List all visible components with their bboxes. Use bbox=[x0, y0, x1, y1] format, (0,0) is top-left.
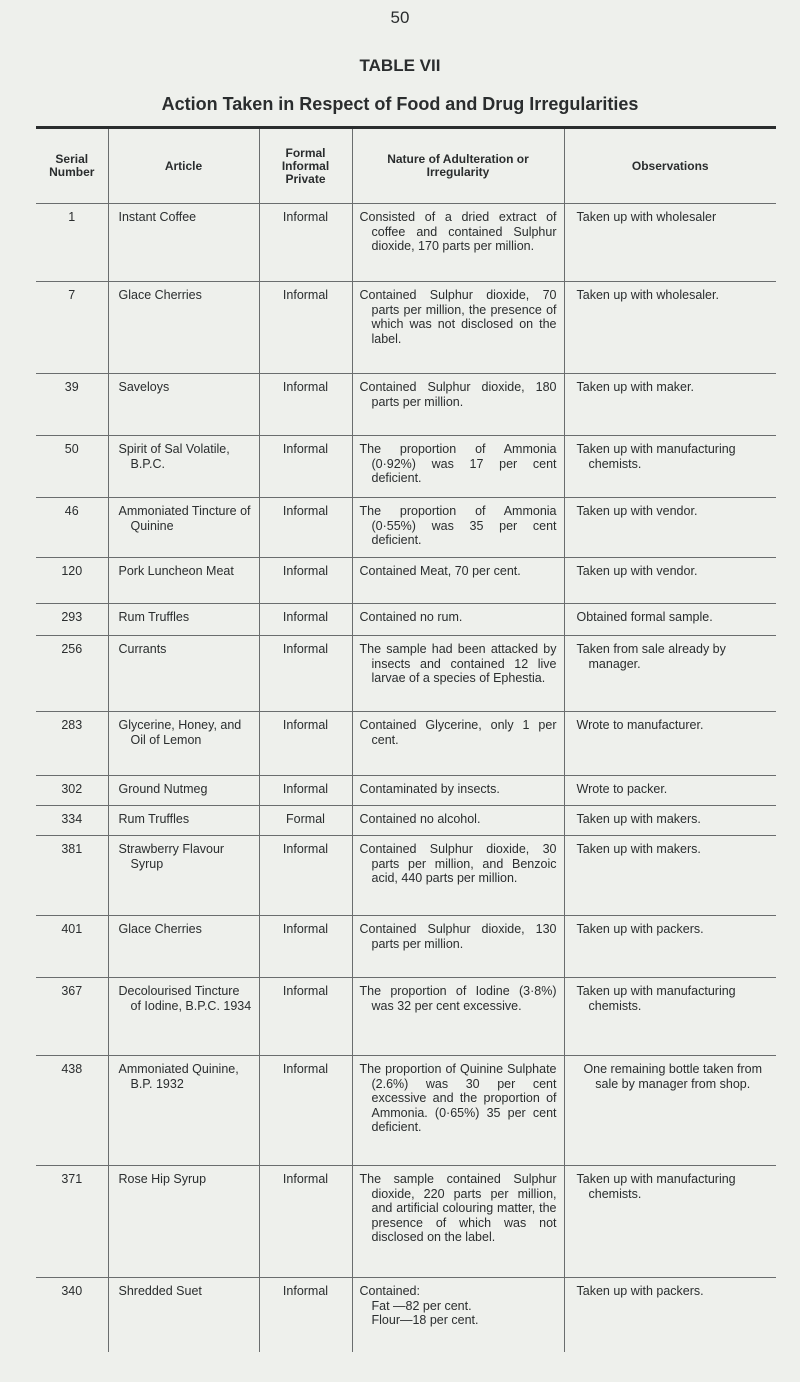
header-nature: Nature of Adulteration or Irregularity bbox=[352, 128, 564, 204]
serial-cell: 46 bbox=[36, 498, 108, 558]
table-subtitle: Action Taken in Respect of Food and Drug Irregularities bbox=[161, 94, 639, 114]
article-cell: Glycerine, Honey, and Oil of Lemon bbox=[118, 718, 242, 747]
type-cell: Informal bbox=[259, 712, 352, 776]
observations-cell: Taken up with manufacturing chemists. bbox=[576, 984, 736, 1013]
type-cell: Informal bbox=[259, 558, 352, 604]
observations-cell: Taken up with packers. bbox=[564, 916, 776, 978]
type-cell: Informal bbox=[259, 836, 352, 916]
observations-cell: Taken up with vendor. bbox=[564, 558, 776, 604]
observations-cell: Obtained formal sample. bbox=[564, 604, 776, 636]
type-cell: Informal bbox=[259, 978, 352, 1056]
serial-cell: 120 bbox=[36, 558, 108, 604]
nature-cell bbox=[352, 1278, 564, 1352]
article-cell: Rose Hip Syrup bbox=[118, 1172, 207, 1186]
table-row bbox=[36, 636, 776, 712]
table-row bbox=[36, 806, 776, 836]
nature-cell: The sample contained Sulphur dioxide, 220 parts per million, and artificial colouring matter, the presence of which was not disclosed on the label. bbox=[359, 1172, 557, 1244]
article-cell: Ground Nutmeg bbox=[118, 782, 208, 796]
article-cell: Shredded Suet bbox=[118, 1284, 202, 1298]
nature-cell: Contained Sulphur dioxide, 30 parts per million, and Benzoic acid, 440 parts per million. bbox=[359, 842, 557, 885]
table-row bbox=[36, 204, 776, 282]
nature-cell: Contained no rum. bbox=[359, 610, 463, 624]
header-serial-number: Serial Number bbox=[36, 128, 108, 204]
article-cell: Ammoniated Tincture of Quinine bbox=[118, 504, 251, 533]
nature-cell: The proportion of Ammonia (0·92%) was 17 per cent deficient. bbox=[359, 442, 557, 485]
serial-cell: 371 bbox=[36, 1166, 108, 1278]
serial-cell: 367 bbox=[36, 978, 108, 1056]
type-cell: Informal bbox=[259, 776, 352, 806]
article-cell: Instant Coffee bbox=[118, 210, 197, 224]
observations-cell: Wrote to packer. bbox=[564, 776, 776, 806]
irregularities-table-container bbox=[36, 126, 776, 1352]
serial-cell: 50 bbox=[36, 436, 108, 498]
serial-cell: 401 bbox=[36, 916, 108, 978]
nature-cell: Contaminated by insects. bbox=[359, 782, 500, 796]
article-cell: Spirit of Sal Volatile, B.P.C. bbox=[118, 442, 230, 471]
serial-cell: 7 bbox=[36, 282, 108, 374]
article-cell: Rum Truffles bbox=[118, 812, 190, 826]
article-cell: Saveloys bbox=[118, 380, 170, 394]
serial-cell: 340 bbox=[61, 1284, 83, 1298]
article-cell: Glace Cherries bbox=[118, 288, 202, 302]
type-cell: Informal bbox=[259, 282, 352, 374]
type-cell: Informal bbox=[259, 636, 352, 712]
table-row bbox=[36, 1166, 776, 1278]
nature-line: Contained: bbox=[359, 1284, 420, 1298]
type-cell: Formal bbox=[259, 806, 352, 836]
nature-cell: Contained Sulphur dioxide, 70 parts per million, the presence of which was not disclosed on the label. bbox=[359, 288, 557, 346]
table-row bbox=[36, 498, 776, 558]
type-cell: Informal bbox=[259, 204, 352, 282]
nature-cell: The sample had been attacked by insects and contained 12 live larvae of a species of Ephestia. bbox=[359, 642, 557, 685]
table-row bbox=[36, 776, 776, 806]
table-row bbox=[36, 558, 776, 604]
article-cell: Ammoniated Quinine, B.P. 1932 bbox=[118, 1062, 239, 1091]
type-cell: Informal bbox=[259, 1278, 352, 1352]
table-header-row bbox=[36, 128, 776, 204]
observations-cell: Taken up with maker. bbox=[564, 374, 776, 436]
nature-cell: Consisted of a dried extract of coffee and contained Sulphur dioxide, 170 parts per million. bbox=[359, 210, 557, 253]
table-row bbox=[36, 604, 776, 636]
header-formal-informal: Formal Informal Private bbox=[259, 128, 352, 204]
table-row bbox=[36, 836, 776, 916]
page-number: 50 bbox=[390, 8, 410, 27]
serial-cell: 381 bbox=[36, 836, 108, 916]
observations-cell: Taken up with vendor. bbox=[564, 498, 776, 558]
nature-cell: The proportion of Iodine (3·8%) was 32 per cent excessive. bbox=[359, 984, 557, 1013]
observations-cell: Taken up with wholesaler bbox=[564, 204, 776, 282]
serial-cell: 283 bbox=[36, 712, 108, 776]
nature-cell: Contained Sulphur dioxide, 130 parts per million. bbox=[359, 922, 557, 951]
table-title: TABLE VII bbox=[359, 56, 441, 75]
article-cell: Currants bbox=[118, 642, 167, 656]
table-row bbox=[36, 374, 776, 436]
article-cell: Pork Luncheon Meat bbox=[118, 564, 234, 578]
type-cell: Informal bbox=[259, 436, 352, 498]
nature-cell: Contained Glycerine, only 1 per cent. bbox=[359, 718, 557, 747]
nature-line: Flour—18 per cent. bbox=[371, 1313, 479, 1327]
observations-cell: Wrote to manufacturer. bbox=[564, 712, 776, 776]
type-cell: Informal bbox=[259, 1056, 352, 1166]
nature-cell: Contained no alcohol. bbox=[359, 812, 481, 826]
type-cell: Informal bbox=[259, 916, 352, 978]
table-row bbox=[36, 282, 776, 374]
observations-cell: Taken from sale already by manager. bbox=[576, 642, 726, 671]
serial-cell: 334 bbox=[36, 806, 108, 836]
table-row bbox=[36, 1056, 776, 1166]
nature-cell: Contained Meat, 70 per cent. bbox=[359, 564, 521, 578]
serial-cell: 39 bbox=[36, 374, 108, 436]
table-row bbox=[36, 1278, 776, 1352]
type-cell: Informal bbox=[259, 374, 352, 436]
table-row bbox=[36, 916, 776, 978]
table-row bbox=[36, 978, 776, 1056]
observations-cell: Taken up with manufacturing chemists. bbox=[576, 442, 736, 471]
serial-cell: 302 bbox=[36, 776, 108, 806]
observations-cell: Taken up with makers. bbox=[564, 836, 776, 916]
nature-cell: Contained Sulphur dioxide, 180 parts per million. bbox=[359, 380, 557, 409]
article-cell: Rum Truffles bbox=[118, 610, 190, 624]
nature-cell: The proportion of Ammonia (0·55%) was 35 per cent deficient. bbox=[359, 504, 557, 547]
article-cell: Strawberry Flavour Syrup bbox=[118, 842, 225, 871]
nature-cell: The proportion of Quinine Sulphate (2.6%) was 30 per cent excessive and the proportion of Ammonia. (0·65%) 35 per cent deficient. bbox=[359, 1062, 557, 1134]
type-cell: Informal bbox=[259, 1166, 352, 1278]
header-article: Article bbox=[108, 128, 259, 204]
serial-cell: 1 bbox=[36, 204, 108, 282]
observations-cell: Taken up with wholesaler. bbox=[564, 282, 776, 374]
table-row bbox=[36, 712, 776, 776]
article-cell: Glace Cherries bbox=[118, 922, 202, 936]
serial-cell: 293 bbox=[36, 604, 108, 636]
observations-cell: Taken up with packers. bbox=[564, 1278, 776, 1352]
article-cell: Decolourised Tincture of Iodine, B.P.C. 1934 bbox=[118, 984, 252, 1013]
observations-cell: One remaining bottle taken from sale by manager from shop. bbox=[583, 1062, 763, 1091]
type-cell: Informal bbox=[259, 604, 352, 636]
nature-line: Fat —82 per cent. bbox=[371, 1298, 472, 1313]
type-cell: Informal bbox=[259, 498, 352, 558]
observations-cell: Taken up with manufacturing chemists. bbox=[576, 1172, 736, 1201]
table-row bbox=[36, 436, 776, 498]
serial-cell: 256 bbox=[36, 636, 108, 712]
observations-cell: Taken up with makers. bbox=[564, 806, 776, 836]
irregularities-table bbox=[36, 126, 776, 1352]
header-observations: Observations bbox=[564, 128, 776, 204]
serial-cell: 438 bbox=[36, 1056, 108, 1166]
